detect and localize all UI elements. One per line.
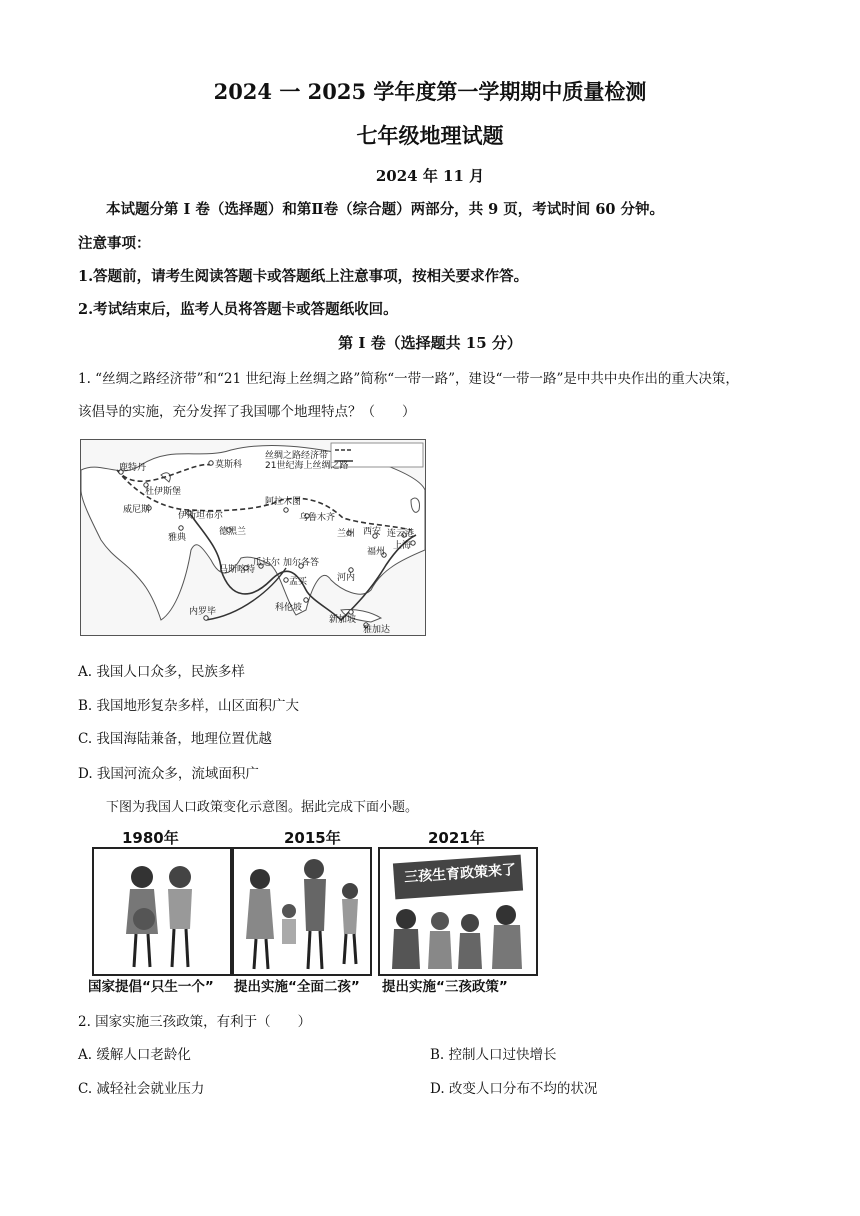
legend-road: 21世纪海上丝绸之路 [265,461,349,471]
note-item: 1.答题前，请考生阅读答题卡或答题纸上注意事项，按相关要求作答。 [78,268,529,285]
exam-subtitle: 七年级地理试题 [356,123,504,148]
panel-year: 2015年 [284,829,341,847]
notes-heading: 注意事项： [78,235,151,252]
city-label: 加尔各答 [283,558,320,568]
family-drawing [234,849,370,974]
legend-belt: 丝绸之路经济带 [265,451,329,461]
city-label: 内罗毕 [189,607,217,617]
city-label: 马斯喀特 [219,565,256,575]
option-a: A. 缓解人口老龄化 [78,1047,191,1063]
city-label: 伊斯坦布尔 [178,511,224,521]
city-label: 乌鲁木齐 [299,513,336,523]
city-label: 福州 [367,547,386,557]
panel-year: 1980年 [122,829,179,847]
city-label: 连云港 [387,529,415,539]
city-label: 莫斯科 [215,460,243,470]
city-label: 雅加达 [363,625,391,635]
question-1-stem: 1. “丝绸之路经济带”和“21 世纪海上丝绸之路”简称“一带一路”，建设“一带一路”是中共中央作出的重大决策， [78,371,739,387]
panel-caption: 提出实施“三孩政策” [382,979,508,995]
city-label: 河内 [337,573,356,583]
panel-1980 [92,847,232,976]
city-label: 威尼斯 [123,505,151,515]
option-d: D. 我国河流众多，流域面积广 [78,766,259,782]
option-b: B. 我国地形复杂多样，山区面积广大 [78,698,300,714]
option-c: C. 我国海陆兼备，地理位置优越 [78,731,272,747]
question-2-intro: 下图为我国人口政策变化示意图。据此完成下面小题。 [106,800,419,815]
option-c: C. 减轻社会就业压力 [78,1081,205,1097]
city-label: 科伦坡 [275,603,303,613]
city-label: 西安 [363,527,382,537]
city-label: 雅典 [168,533,187,543]
panel-year: 2021年 [428,829,485,847]
policy-banner: 三孩生育政策来了 [403,862,517,886]
city-label: 孟买 [289,577,308,587]
city-label: 鹿特丹 [119,463,147,473]
couple-drawing [94,849,230,974]
question-1-stem-cont: 该倡导的实施，充分发挥了我国哪个地理特点？（ ） [78,404,416,420]
panel-2021 [378,847,538,976]
city-label: 杜伊斯堡 [145,487,182,497]
city-label: 新加坡 [329,615,357,625]
option-b: B. 控制人口过快增长 [430,1047,557,1063]
belt-road-map [80,439,426,636]
city-label: 上海 [393,541,412,551]
option-a: A. 我国人口众多，民族多样 [78,664,245,680]
section-title: 第 I 卷（选择题共 15 分） [338,334,522,352]
exam-date: 2024 年 11 月 [375,167,485,185]
intro-text: 本试题分第 I 卷（选择题）和第Ⅱ卷（综合题）两部分，共 9 页，考试时间 60 分钟。 [106,201,665,218]
city-label: 阿拉木图 [265,497,302,507]
city-label: 兰州 [337,529,356,539]
exam-title: 2024 一 2025 学年度第一学期期中质量检测 [213,79,647,104]
population-policy-cartoon [84,825,544,997]
city-label: 德黑兰 [219,527,247,537]
question-2-stem: 2. 国家实施三孩政策，有利于（ ） [78,1014,312,1030]
city-label: 瓜达尔 [253,558,281,568]
option-d: D. 改变人口分布不均的状况 [430,1081,598,1097]
panel-caption: 提出实施“全面二孩” [234,979,360,995]
panel-caption: 国家提倡“只生一个” [88,979,214,995]
panel-2015 [232,847,372,976]
note-item: 2.考试结束后，监考人员将答题卡或答题纸收回。 [78,301,398,318]
